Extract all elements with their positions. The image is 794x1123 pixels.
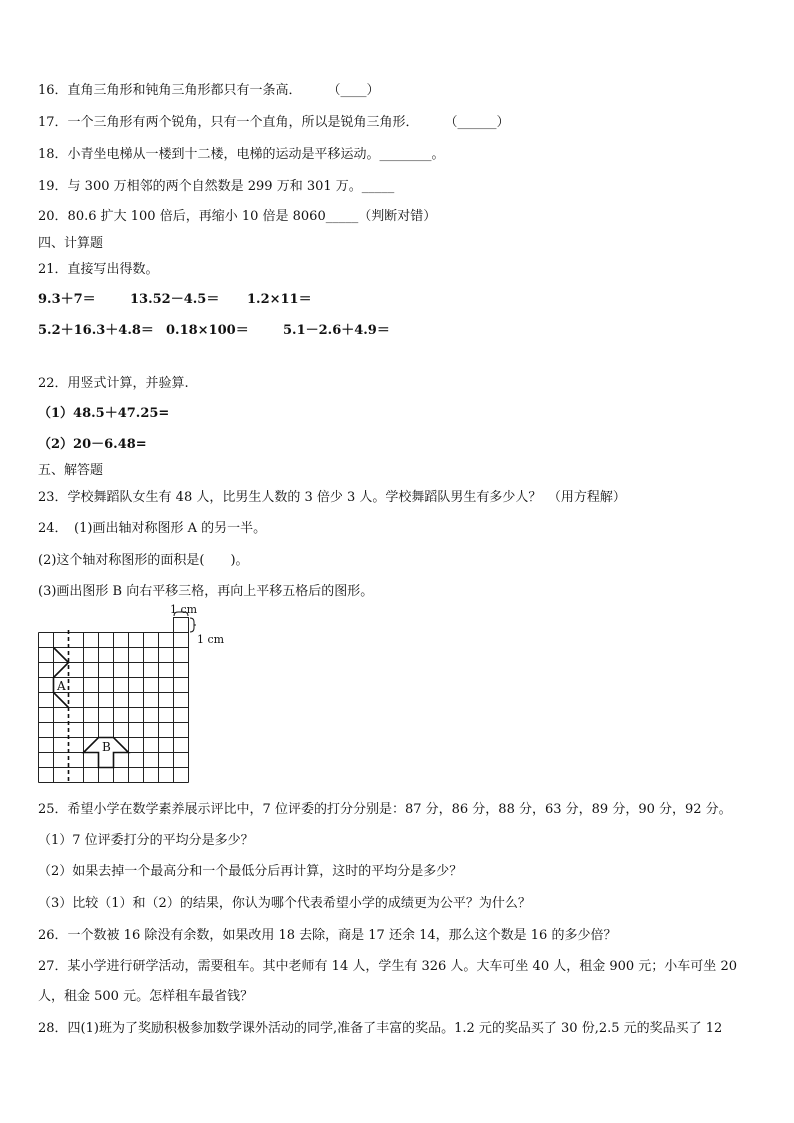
question-18: 18．小青坐电梯从一楼到十二楼，电梯的运动是平移运动。________。 <box>38 147 445 162</box>
unit-square <box>174 618 189 633</box>
unit-height-label: 1 cm <box>197 633 225 646</box>
q21-expr: 1.2×11＝ <box>247 292 312 307</box>
question-19: 19．与 300 万相邻的两个自然数是 299 万和 301 万。_____ <box>38 179 395 194</box>
question-28: 28．四(1)班为了奖励积极参加数学课外活动的同学,准备了丰富的奖品。1.2 元的奖品买了 30 份,2.5 元的奖品买了 12 <box>38 1021 723 1036</box>
shape-b-label: B <box>102 740 111 754</box>
q21-row-1 <box>38 292 312 308</box>
question-20: 20．80.6 扩大 100 倍后，再缩小 10 倍是 8060_____（判断对错） <box>38 209 437 224</box>
question-27-line-1: 27．某小学进行研学活动，需要租车。其中老师有 14 人，学生有 326 人。大车可坐 40 人，租金 900 元；小车可坐 20 <box>38 959 737 974</box>
question-21-title: 21．直接写出得数。 <box>38 262 159 277</box>
question-25-title: 25．希望小学在数学素养展示评比中，7 位评委的打分分别是：87 分，86 分，88 分，63 分，89 分，90 分，92 分。 <box>38 802 732 817</box>
question-17: 17．一个三角形有两个锐角，只有一个直角，所以是锐角三角形． （______） <box>38 115 510 130</box>
shape-a-label: A <box>57 679 66 693</box>
height-brace <box>190 618 196 632</box>
question-25-part-2: （2）如果去掉一个最高分和一个最低分后再计算，这时的平均分是多少？ <box>38 864 463 879</box>
question-23: 23．学校舞蹈队女生有 48 人，比男生人数的 3 倍少 3 人。学校舞蹈队男生有多少人？ （用方程解） <box>38 490 626 505</box>
question-25-part-3: （3）比较（1）和（2）的结果，你认为哪个代表希望小学的成绩更为公平？为什么？ <box>38 896 531 911</box>
unit-width-label: 1 cm <box>170 603 198 616</box>
q21-row-2 <box>38 323 390 339</box>
question-26: 26．一个数被 16 除没有余数，如果改用 18 去除，商是 17 还余 14，那么这个数是 16 的多少倍？ <box>38 928 617 943</box>
question-24-part-1: 24． (1)画出轴对称图形 A 的另一半。 <box>38 521 267 536</box>
q21-expr: 5.2＋16.3＋4.8＝ <box>38 323 154 338</box>
section-5-heading: 五、解答题 <box>38 463 104 478</box>
question-27-line-2: 人，租金 500 元。怎样租车最省钱？ <box>38 989 254 1004</box>
grid-figure <box>38 603 238 790</box>
q21-expr: 13.52－4.5＝ <box>130 292 220 307</box>
q21-expr: 9.3＋7＝ <box>38 292 96 307</box>
question-22-part-1: （1）48.5＋47.25= <box>38 406 170 421</box>
q21-expr: 0.18×100＝ <box>166 323 249 338</box>
question-24-part-3: (3)画出图形 B 向右平移三格，再向上平移五格后的图形。 <box>38 584 374 599</box>
question-16: 16．直角三角形和钝角三角形都只有一条高． （____） <box>38 83 380 98</box>
question-24-part-2: (2)这个轴对称图形的面积是( )。 <box>38 553 249 568</box>
question-25-part-1: （1）7 位评委打分的平均分是多少？ <box>38 833 254 848</box>
q21-expr: 5.1－2.6＋4.9＝ <box>283 323 390 338</box>
question-22-title: 22．用竖式计算，并验算. <box>38 376 189 391</box>
section-4-heading: 四、计算题 <box>38 236 104 251</box>
question-22-part-2: （2）20－6.48= <box>38 437 147 452</box>
